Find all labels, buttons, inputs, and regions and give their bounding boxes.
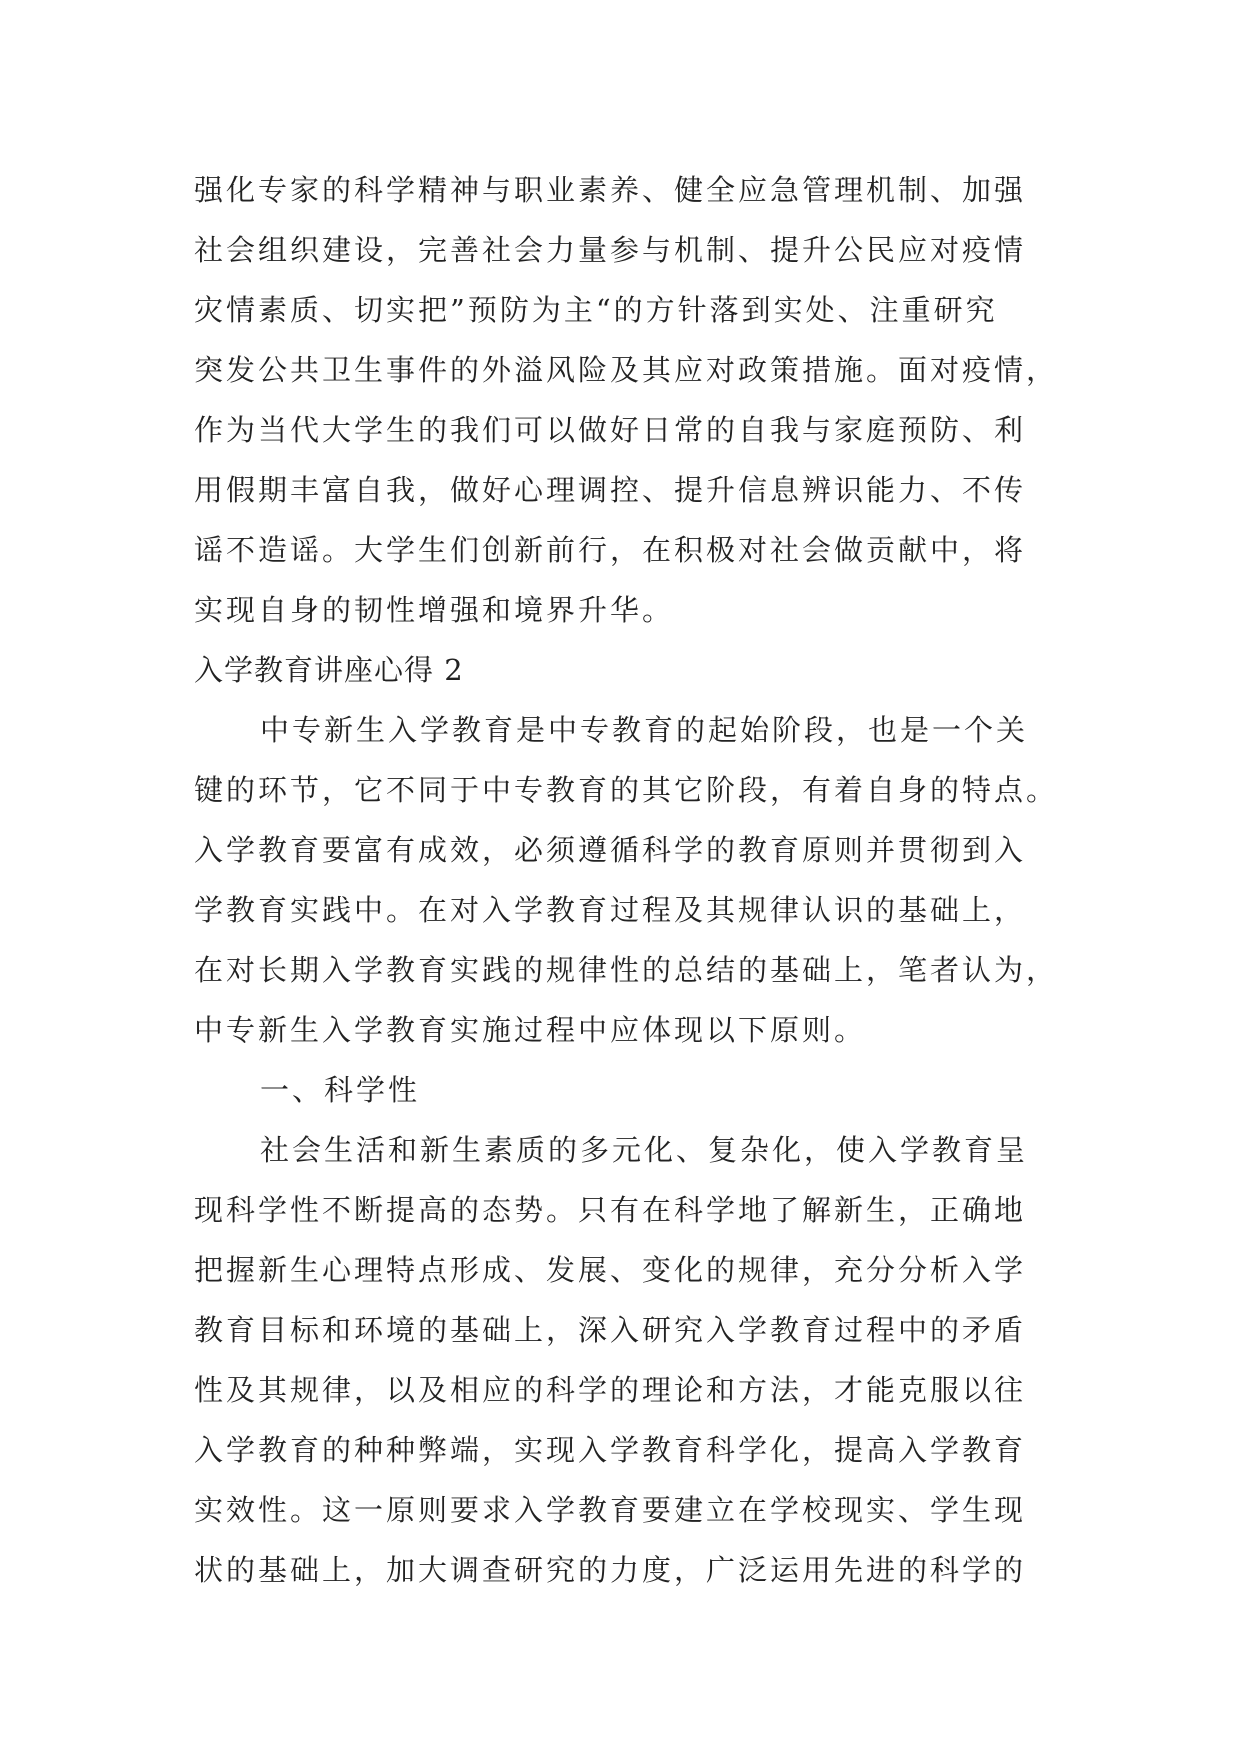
text-line: 实现自身的韧性增强和境界升华。 xyxy=(194,593,675,627)
text-line: 键的环节，它不同于中专教育的其它阶段，有着自身的特点。 xyxy=(194,773,1059,807)
text-line: 学教育实践中。在对入学教育过程及其规律认识的基础上， xyxy=(194,893,1027,927)
text-line: 突发公共卫生事件的外溢风险及其应对政策措施。面对疫情， xyxy=(194,353,1059,387)
text-line: 社会组织建设，完善社会力量参与机制、提升公民应对疫情 xyxy=(194,233,1027,267)
text-line: 强化专家的科学精神与职业素养、健全应急管理机制、加强 xyxy=(194,173,1027,207)
text-line: 作为当代大学生的我们可以做好日常的自我与家庭预防、利 xyxy=(194,413,1027,447)
text-line: 把握新生心理特点形成、发展、变化的规律，充分分析入学 xyxy=(194,1253,1027,1287)
text-line: 入学教育要富有成效，必须遵循科学的教育原则并贯彻到入 xyxy=(194,833,1027,867)
section-heading: 入学教育讲座心得 2 xyxy=(194,653,464,687)
text-line: 谣不造谣。大学生们创新前行，在积极对社会做贡献中，将 xyxy=(194,533,1027,567)
text-line: 性及其规律，以及相应的科学的理论和方法，才能克服以往 xyxy=(194,1373,1027,1407)
text-line: 教育目标和环境的基础上，深入研究入学教育过程中的矛盾 xyxy=(194,1313,1027,1347)
text-line: 中专新生入学教育实施过程中应体现以下原则。 xyxy=(194,1013,867,1047)
text-line: 现科学性不断提高的态势。只有在科学地了解新生，正确地 xyxy=(194,1193,1027,1227)
text-line: 实效性。这一原则要求入学教育要建立在学校现实、学生现 xyxy=(194,1493,1027,1527)
paragraph-first-line: 中专新生入学教育是中专教育的起始阶段，也是一个关 xyxy=(260,713,1029,747)
text-line: 用假期丰富自我，做好心理调控、提升信息辨识能力、不传 xyxy=(194,473,1027,507)
paragraph-first-line: 社会生活和新生素质的多元化、复杂化，使入学教育呈 xyxy=(260,1133,1029,1167)
text-line: 入学教育的种种弊端，实现入学教育科学化，提高入学教育 xyxy=(194,1433,1027,1467)
text-line: 灾情素质、切实把”预防为主“的方针落到实处、注重研究 xyxy=(194,293,998,327)
document-body xyxy=(194,160,1059,1600)
subsection-heading: 一、科学性 xyxy=(260,1073,421,1107)
text-line: 状的基础上，加大调查研究的力度，广泛运用先进的科学的 xyxy=(194,1553,1027,1587)
text-line: 在对长期入学教育实践的规律性的总结的基础上，笔者认为， xyxy=(194,953,1059,987)
